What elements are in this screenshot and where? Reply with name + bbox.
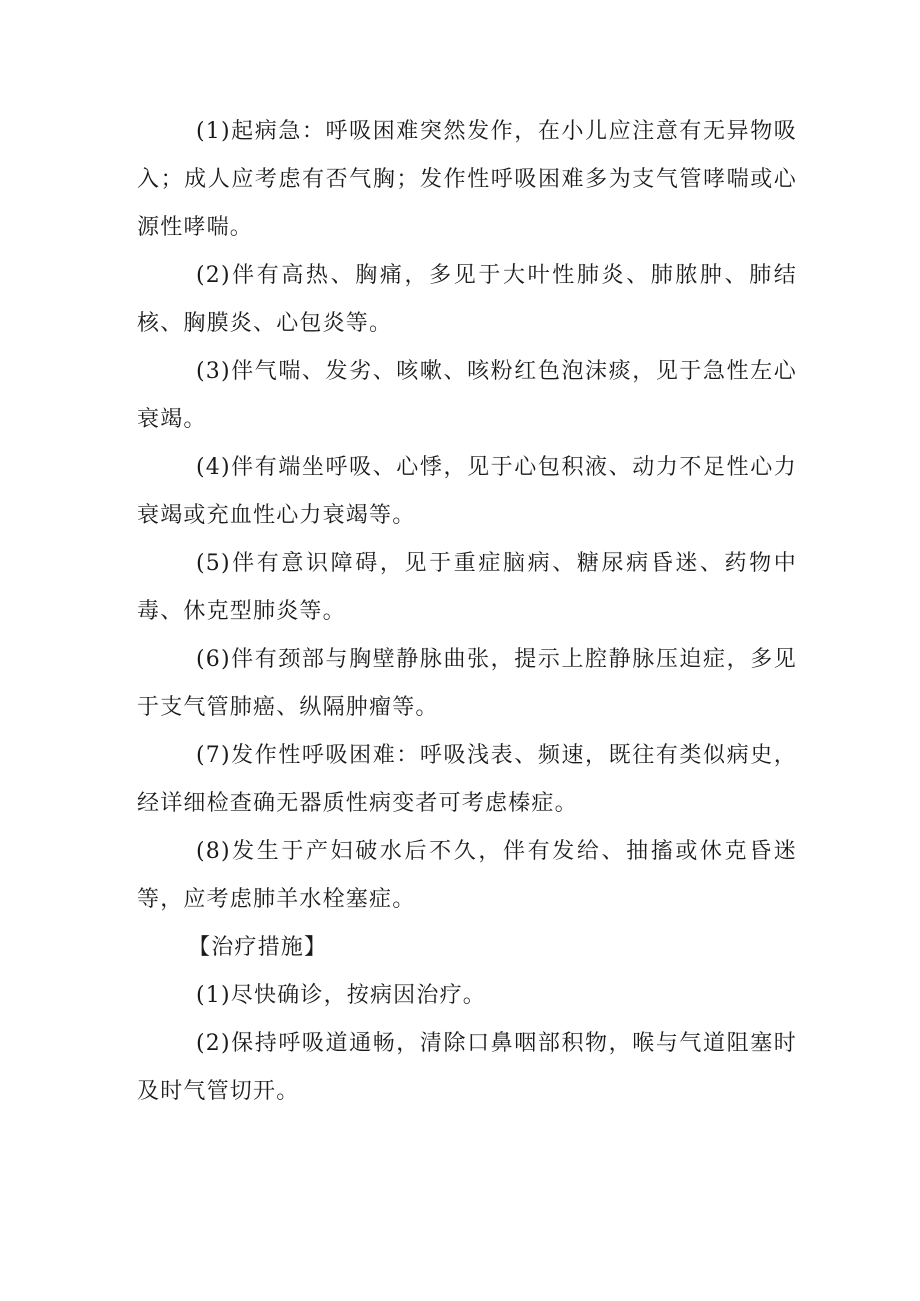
paragraph-7: (7)发作性呼吸困难：呼吸浅表、频速，既往有类似病史，经详细检查确无器质性病变者可考虑榛症。 <box>137 743 797 816</box>
treatment-paragraph-1: (1)尽快确诊，按病因治疗。 <box>196 983 486 1008</box>
treatment-paragraph-2: (2)保持呼吸道通畅，清除口鼻咽部积物，喉与气道阻塞时及时气管切开。 <box>137 1031 797 1104</box>
paragraph-4: (4)伴有端坐呼吸、心悸，见于心包积液、动力不足性心力衰竭或充血性心力衰竭等。 <box>137 455 797 528</box>
paragraph-3: (3)伴气喘、发劣、咳嗽、咳粉红色泡沫痰，见于急性左心衰竭。 <box>137 359 797 432</box>
paragraph-5: (5)伴有意识障碍，见于重症脑病、糖尿病昏迷、药物中毒、休克型肺炎等。 <box>137 551 797 624</box>
section-heading: 【治疗措施】 <box>188 935 328 960</box>
paragraph-8: (8)发生于产妇破水后不久，伴有发给、抽搐或休克昏迷等，应考虑肺羊水栓塞症。 <box>137 839 797 912</box>
paragraph-2: (2)伴有高热、胸痛，多见于大叶性肺炎、肺脓肿、肺结核、胸膜炎、心包炎等。 <box>137 263 797 336</box>
document-body <box>137 108 797 1116</box>
paragraph-1: (1)起病急：呼吸困难突然发作，在小儿应注意有无异物吸入；成人应考虑有否气胸；发作性呼吸困难多为支气管哮喘或心源性哮喘。 <box>137 119 797 240</box>
paragraph-6: (6)伴有颈部与胸壁静脉曲张，提示上腔静脉压迫症，多见于支气管肺癌、纵隔肿瘤等。 <box>137 647 797 720</box>
